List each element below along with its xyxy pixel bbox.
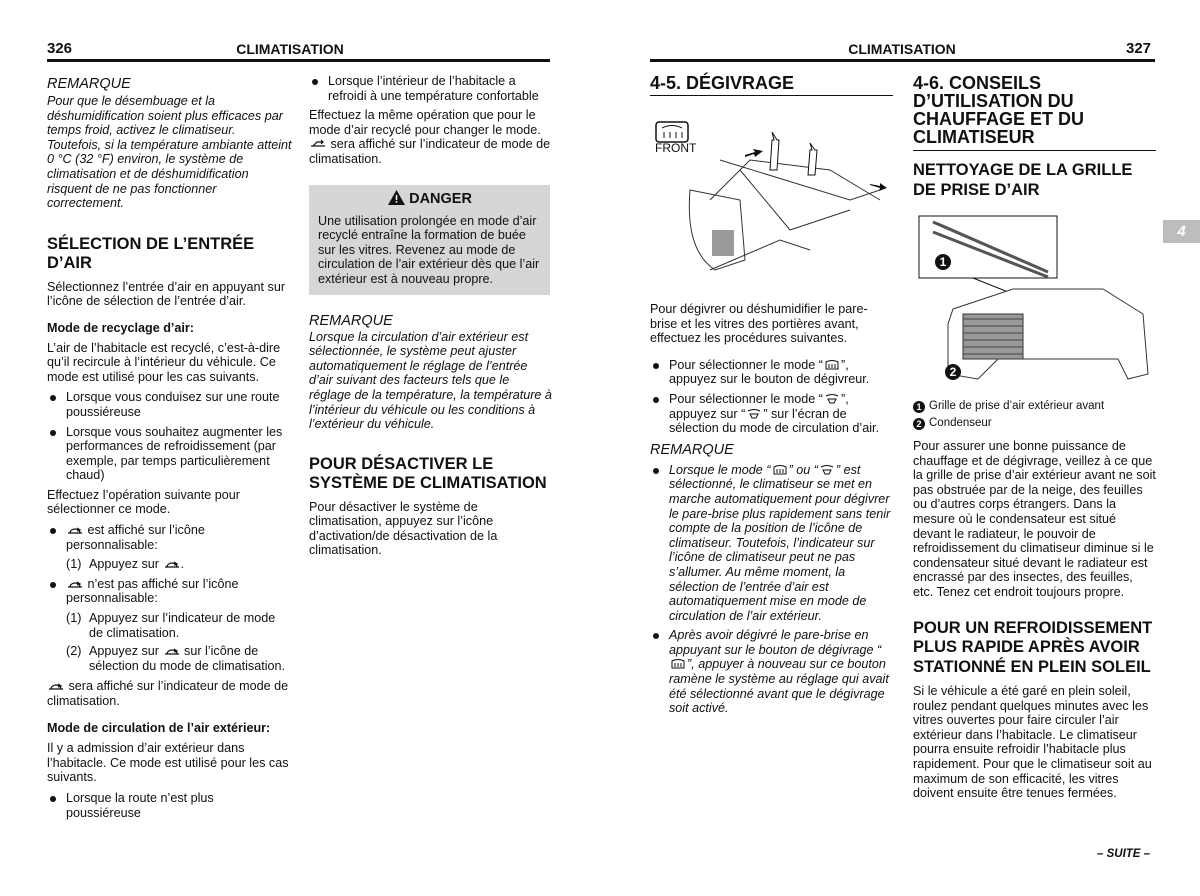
callout-2: 2 [945, 364, 961, 380]
page-number-right: 327 [1126, 40, 1152, 57]
foot-defrost-icon [746, 409, 762, 419]
intro-text: Sélectionnez l’entrée d’air en appuyant sur l’icône de sélection de l’entrée d’air. [47, 279, 286, 309]
step: (2) Appuyez sur sur l’icône de sélection du mode de climatisation. [66, 644, 286, 673]
recirculation-icon [164, 646, 180, 656]
column-3 [650, 74, 893, 721]
danger-text: Une utilisation prolongée en mode d’air recyclé entraîne la formation de buée sur les vitres. Revenez au mode de circulation de l’air extérieur dès que l’air extérieur est à nouveau propre. [318, 213, 540, 286]
page-title-right: CLIMATISATION [848, 41, 956, 57]
deactivate-text: Pour désactiver le système de climatisation, appuyez sur l’icône d’activation/de désactivation de la climatisation. [309, 499, 498, 558]
defroster-illustration [650, 110, 893, 282]
header-rule [47, 59, 550, 62]
list-item: Pour sélectionner le mode “ ”, appuyez sur le bouton de dégivreur. [650, 358, 893, 387]
recirculation-icon [164, 559, 180, 569]
continued-label: – SUITE – [1097, 848, 1151, 860]
list-item: Pour sélectionner le mode “ ”, appuyez sur “ ” sur l’écran de sélection du mode de circulation d’air. [650, 392, 893, 436]
remark-title: REMARQUE [47, 76, 131, 92]
air-intake-illustration [913, 214, 1156, 388]
outside-air-icon [310, 139, 326, 149]
remark-title: REMARQUE [650, 441, 734, 458]
list-item: Lorsque l’intérieur de l’habitacle a refroidi à une température confortable [309, 74, 552, 103]
foot-defrost-icon [824, 394, 840, 404]
page-title-left: CLIMATISATION [236, 41, 344, 57]
list-item: est affiché sur l’icône personnalisable: [47, 523, 292, 552]
subheading-cleaning: NETTOYAGE DE LA GRILLE DE PRISE D’AIR [913, 161, 1133, 199]
column-4 [913, 74, 1156, 801]
figure-legend [913, 398, 1156, 432]
warning-icon [388, 190, 405, 211]
subheading-cooling: POUR UN REFROIDISSEMENT PLUS RAPIDE APRÈS AVOIR STATIONNÉ EN PLEIN SOLEIL [913, 618, 1153, 676]
danger-box [309, 185, 550, 295]
shown-text: sera affiché sur l’indicateur de mode de climatisation. [47, 679, 289, 708]
front-label: FRONT [655, 141, 697, 155]
operation-text: Effectuez l’opération suivante pour sélectionner ce mode. [47, 487, 240, 517]
legend-item: 1 Grille de prise d’air extérieur avant [913, 398, 1156, 415]
legend-item: 2 Condenseur [913, 415, 1156, 432]
column-2 [309, 74, 552, 558]
front-defroster-icon [772, 465, 788, 475]
section-heading: 4-6. CONSEILS D’UTILISATION DU CHAUFFAGE ET DU CLIMATISEUR [913, 73, 1084, 147]
outside-text: Il y a admission d’air extérieur dans l’habitacle. Ce mode est utilisé pour les cas suivants. [47, 741, 289, 785]
cooling-text: Si le véhicule a été garé en plein soleil, roulez pendant quelques minutes avec les vitres ouvertes pour faire circuler l’air extérieur dans l’habitacle. Le climatiseur pourra ensuite refroidir l’habitacle plus rapidement. Pour que le climatiseur soit au maximum de son efficacité, les vitres doivent ensuite être tenues fermées. [913, 684, 1152, 801]
list-item: Lorsque le mode “ ” ou “ ” est sélectionné, le climatiseur se met en marche automatiquement pour dégivrer le pare-brise plus rapidement sans tenir compte de la position de l’icône de climatiseur. Toutefois, l’indicateur sur l’icône de climatiseur peut ne pas s’allumer. Au même moment, la sélection de l’entrée d’air est automatiquement mise en mode de circulation de l’air extérieur. [650, 463, 893, 624]
front-defroster-icon [824, 360, 840, 370]
subheading-recycle: Mode de recyclage d’air: [47, 320, 194, 335]
remark-text: Pour que le désembuage et la déshumidification soient plus efficaces par temps froid, activez le climatiseur. Toutefois, si la température ambiante atteint 0 °C (32 °F) environ, le système de climatisation et de déshumidification risquent de ne pas fonctionner correctement. [47, 94, 292, 211]
remark-text: Lorsque la circulation d’air extérieur est sélectionnée, le système peut ajuster automatiquement le réglage de l’entrée d’air suivant des facteurs tels que le réglage de la température, la température à l’intérieur du véhicule ou les conditions à l’extérieur du véhicule. [309, 329, 552, 432]
chapter-tab[interactable]: 4 [1163, 220, 1200, 243]
column-1 [47, 76, 292, 825]
section-heading: SÉLECTION DE L’ENTRÉE D’AIR [47, 234, 255, 273]
intro-text: Pour dégivrer ou déshumidifier le pare-brise et les vitres des portières avant, effectuez les procédures suivantes. [650, 302, 868, 346]
list-item: Lorsque vous souhaitez augmenter les performances de refroidissement (par exemple, par temps particulièrement chaud) [47, 425, 292, 483]
subheading-outside: Mode de circulation de l’air extérieur: [47, 720, 271, 735]
recirculation-icon [67, 525, 83, 535]
list-item: Lorsque vous conduisez sur une route poussiéreuse [47, 390, 292, 419]
cleaning-text: Pour assurer une bonne puissance de chauffage et de dégivrage, veillez à ce que la grille de prise d’air extérieur avant ne soit pas obstruée par de la neige, des feuilles ou d’autres corps étrangers. Dans la mesure où le condensateur est situé devant le radiateur, le pouvoir de refroidissement du climatiseur diminue si le condensateur situé devant le radiateur est encrassé par des insectes, des feuilles, etc. Tenez cet endroit toujours propre. [913, 439, 1156, 599]
header-rule [650, 59, 1155, 62]
recirculation-icon [67, 579, 83, 589]
list-item: Lorsque la route n’est plus poussiéreuse [47, 791, 292, 820]
section-heading: POUR DÉSACTIVER LE SYSTÈME DE CLIMATISATION [309, 454, 547, 493]
step: (1) Appuyez sur . [66, 557, 185, 572]
list-item: Après avoir dégivré le pare-brise en appuyant sur le bouton de dégivrage “ ”, appuyer à nouveau sur ce bouton ramène le système au réglage qui avait été sélectionné avant que le dégivrage soit activé. [650, 628, 893, 716]
recycle-text: L’air de l’habitacle est recyclé, c’est-à-dire qu’il recircule à l’intérieur du véhicule. Ce mode est utilisé pour les cas suivants. [47, 340, 281, 384]
recirculation-icon [48, 681, 64, 691]
list-item: n’est pas affiché sur l’icône personnalisable: [47, 577, 292, 606]
front-defroster-icon [670, 659, 686, 669]
page-number-left: 326 [47, 40, 73, 57]
section-heading: 4-5. DÉGIVRAGE [650, 73, 795, 93]
danger-header: DANGER [318, 189, 542, 211]
step: (1) Appuyez sur l’indicateur de mode de climatisation. [66, 611, 276, 640]
foot-defrost-icon [819, 465, 835, 475]
callout-1: 1 [935, 254, 951, 270]
remark-title: REMARQUE [309, 312, 393, 329]
same-op-text: Effectuez la même opération que pour le mode d’air recyclé pour changer le mode. sera affiché sur l’indicateur de mode de climatisation. [309, 108, 551, 166]
